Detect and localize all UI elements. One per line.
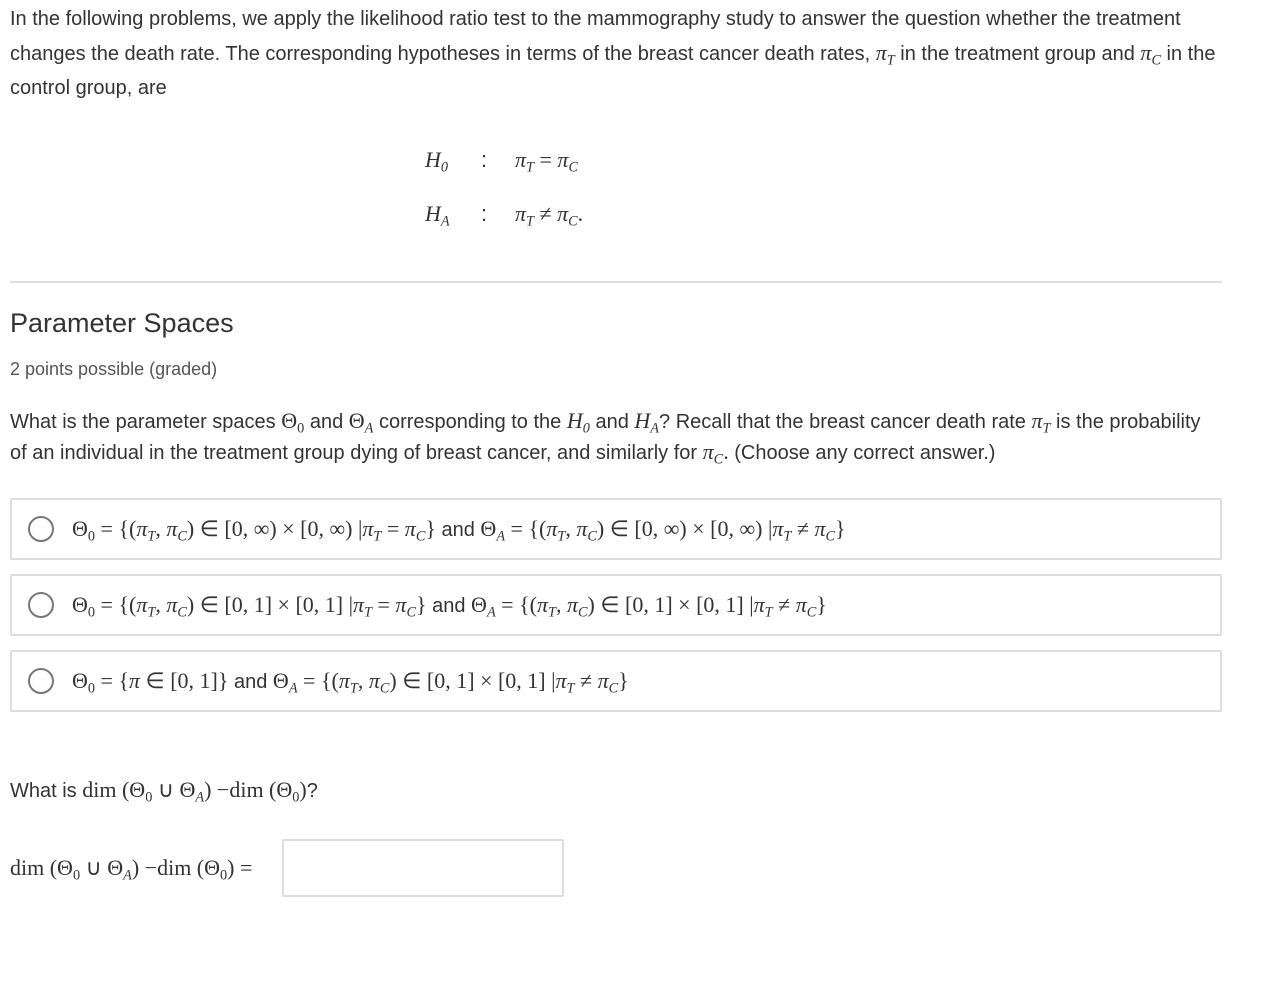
math-segment: ) −dim ($\Theta_0$ (204, 777, 300, 806)
math-segment: ∈ [0, 1]} (140, 667, 229, 693)
math-segment (195, 777, 205, 806)
math-segment: } (425, 515, 436, 541)
subscript: 0 (72, 866, 81, 883)
alternative-hypothesis (425, 199, 1222, 229)
subscript: 0 (292, 789, 300, 806)
subscript: A (123, 866, 132, 883)
math-segment: = (533, 147, 558, 172)
subscript: C (568, 213, 578, 230)
math-segment: , (565, 515, 577, 541)
choice-option-1[interactable] (10, 498, 1222, 560)
math-segment: $\pi_C$ (166, 591, 187, 620)
text-segment: What is (10, 780, 83, 802)
math-segment: ) −dim ($\Theta_0$ (131, 854, 228, 883)
math-segment: Θ (348, 408, 365, 433)
subscript: 0 (220, 866, 228, 883)
answer-label (10, 852, 252, 885)
math-segment: ) ∈ [0, 1] × [0, 1] | (186, 591, 354, 617)
points-possible: 2 points possible (graded) (10, 359, 218, 379)
math-segment (123, 855, 132, 883)
math-segment: $\pi_C$ (166, 515, 187, 544)
math-segment: Θ (480, 515, 497, 541)
separator: : (481, 147, 488, 172)
math-segment: $\pi_C$ (814, 515, 836, 544)
math-segment: , (555, 591, 567, 617)
text-segment: and (426, 594, 472, 617)
subscript: 0 (87, 603, 96, 620)
answer-input[interactable] (282, 839, 564, 897)
math-segment: ) (299, 777, 307, 802)
math-segment: $\pi_T$ (875, 40, 895, 69)
subscript: T (764, 603, 773, 620)
subscript: 0 (145, 789, 153, 806)
subscript: C (1151, 52, 1161, 69)
question-2-text (10, 774, 1222, 807)
math-segment: dim ($\Theta_0$ (82, 777, 153, 806)
math-segment: ) ∈ [0, 1] × [0, 1] | (587, 591, 754, 617)
subscript: T (373, 527, 382, 544)
math-segment: $\pi_C$ (557, 201, 578, 230)
math-segment: $\pi_C$ (795, 591, 817, 620)
subscript: T (557, 527, 566, 544)
subscript: A (288, 679, 298, 696)
math-segment: $\pi_T$ (515, 201, 534, 230)
math-segment: , (155, 591, 167, 617)
subscript: C (608, 679, 619, 696)
h0-label (425, 145, 481, 175)
text-segment: in the control group, are (10, 43, 1216, 99)
math-segment: } (416, 591, 427, 617)
text-segment: and (435, 518, 481, 541)
math-segment: $\Theta_0$ (72, 667, 96, 696)
math-segment: ≠ (791, 515, 815, 541)
math-segment: π (129, 667, 141, 693)
math-segment: $\pi_C$ (395, 591, 416, 620)
math-segment: $\pi_C$ (368, 667, 390, 696)
subscript: A (496, 527, 506, 544)
subscript: T (349, 679, 358, 696)
math-segment: $\Theta_0$ (72, 591, 96, 620)
problem-title: Parameter Spaces (10, 308, 234, 338)
subscript: T (566, 679, 575, 696)
math-segment: = (381, 515, 405, 541)
subscript: T (1042, 420, 1051, 437)
math-segment: $\pi_C$ (404, 515, 426, 544)
math-segment: = {( (95, 515, 137, 541)
math-segment: ) ∈ [0, 1] × [0, 1] | (389, 667, 556, 693)
math-segment: $\pi_T$ (753, 591, 773, 620)
math-segment: $\pi_T$ (136, 515, 156, 544)
text-segment: ? (306, 780, 318, 802)
math-segment: ) = (227, 854, 253, 880)
math-segment: } (618, 667, 629, 693)
divider (10, 281, 1222, 283)
text-segment: and (589, 411, 635, 433)
subscript: 0 (440, 159, 449, 176)
math-segment: $\pi_C$ (1140, 40, 1161, 69)
math-segment: $\pi_T$ (136, 591, 156, 620)
choice-label (72, 660, 1220, 703)
text-segment: In the following problems, we apply the likelihood ratio test to the mammography study to answer the question whether the treatment changes the death rate. The corresponding hypotheses in terms of the breast cancer death rates, (10, 8, 1181, 65)
math-segment: $\pi_T$ (362, 515, 382, 544)
math-segment: $\pi_T$ (1031, 408, 1051, 437)
subscript: T (147, 527, 156, 544)
text-segment: and (304, 411, 349, 433)
answer-row (10, 839, 1222, 927)
text-segment: is the probability of an individual in the treatment group dying of breast cancer, and similarly for (10, 411, 1201, 464)
math-segment: = {( (95, 591, 137, 617)
ha-statement (515, 199, 583, 229)
text-segment: and (228, 670, 273, 693)
math-segment (288, 668, 298, 696)
subscript: T (147, 603, 156, 620)
subscript: A (486, 603, 496, 620)
math-segment: = (372, 591, 396, 617)
choice-list (10, 498, 1222, 712)
math-segment: $\pi_C$ (702, 439, 724, 468)
math-segment: $H_A$ (425, 201, 450, 230)
math-segment: Θ (471, 591, 487, 617)
math-segment: $\pi_T$ (536, 591, 556, 620)
math-segment: , (357, 667, 369, 693)
subscript: A (364, 420, 374, 437)
math-segment: ≠ (772, 591, 796, 617)
subscript: C (713, 451, 724, 468)
radio-button[interactable] (28, 516, 54, 542)
math-segment: $\Theta_0$ (281, 408, 305, 437)
math-segment: = {( (297, 667, 339, 693)
math-segment: . (577, 201, 584, 226)
subscript: T (886, 52, 895, 69)
math-segment (496, 516, 506, 544)
text-segment: corresponding to the (373, 411, 567, 433)
math-segment: = {( (495, 591, 537, 617)
math-segment (486, 592, 496, 620)
math-segment: $\pi_T$ (338, 667, 358, 696)
math-segment: ) ∈ [0, ∞) × [0, ∞) | (596, 515, 773, 541)
math-segment: $\pi_C$ (557, 147, 578, 176)
subscript: C (177, 527, 187, 544)
choice-option-2[interactable] (10, 574, 1222, 636)
text-segment: What is the parameter spaces (10, 411, 282, 433)
subscript: C (577, 603, 588, 620)
subscript: T (364, 603, 372, 620)
subscript: T (548, 603, 556, 620)
subscript: C (406, 603, 416, 620)
math-segment: ≠ (574, 667, 598, 693)
subscript: C (379, 679, 390, 696)
math-segment: $H_0$ (566, 408, 590, 437)
math-segment: $H_0$ (425, 147, 449, 176)
math-segment: Θ (272, 667, 289, 693)
math-segment: $\pi_T$ (555, 667, 575, 696)
math-segment: } (835, 515, 846, 541)
math-segment: = { (95, 667, 130, 693)
choice-option-3[interactable] (10, 650, 1222, 712)
text-segment: (Choose any correct answer.) (728, 442, 996, 464)
math-segment: ) ∈ [0, ∞) × [0, ∞) | (186, 515, 363, 541)
subscript: A (650, 420, 660, 437)
subscript: A (195, 789, 205, 806)
subscript: C (806, 603, 817, 620)
math-segment: $H_A$ (634, 408, 660, 437)
subscript: 0 (297, 420, 305, 437)
intro-paragraph (10, 2, 1222, 105)
math-segment: $\pi_C$ (576, 515, 597, 544)
subscript: A (440, 213, 450, 230)
choice-label (72, 584, 1220, 627)
question-1-text (10, 406, 1222, 468)
math-segment: ∪ Θ (80, 854, 124, 880)
separator: : (481, 201, 488, 226)
ha-label (425, 199, 481, 229)
choice-label (72, 508, 1220, 551)
math-segment: $\pi_T$ (546, 515, 566, 544)
radio-button[interactable] (28, 668, 54, 694)
math-segment: , (155, 515, 167, 541)
subscript: 0 (87, 527, 96, 544)
math-segment: } (816, 591, 827, 617)
math-segment: . (723, 439, 729, 464)
math-segment: $\pi_T$ (353, 591, 372, 620)
subscript: C (415, 527, 426, 544)
text-segment: ? Recall that the breast cancer death rate (659, 411, 1032, 433)
math-segment: $\pi_T$ (772, 515, 792, 544)
subscript: C (587, 527, 597, 544)
subscript: C (568, 159, 578, 176)
h0-statement (515, 145, 578, 175)
math-segment: dim ($\Theta_0$ (10, 854, 81, 883)
math-segment: $\pi_T$ (515, 147, 534, 176)
null-hypothesis (425, 145, 1222, 175)
math-segment: ∪ Θ (152, 777, 196, 802)
subscript: 0 (582, 420, 590, 437)
subscript: T (526, 213, 534, 230)
text-segment: in the treatment group and (894, 43, 1141, 65)
math-segment: ≠ (533, 201, 558, 226)
subscript: C (825, 527, 836, 544)
subscript: 0 (87, 679, 96, 696)
radio-button[interactable] (28, 592, 54, 618)
subscript: T (526, 159, 534, 176)
math-segment: $\pi_C$ (566, 591, 588, 620)
math-segment: = {( (505, 515, 547, 541)
subscript: C (177, 603, 187, 620)
math-segment: $\Theta_0$ (72, 515, 96, 544)
subscript: T (783, 527, 792, 544)
math-segment: $\pi_C$ (597, 667, 619, 696)
